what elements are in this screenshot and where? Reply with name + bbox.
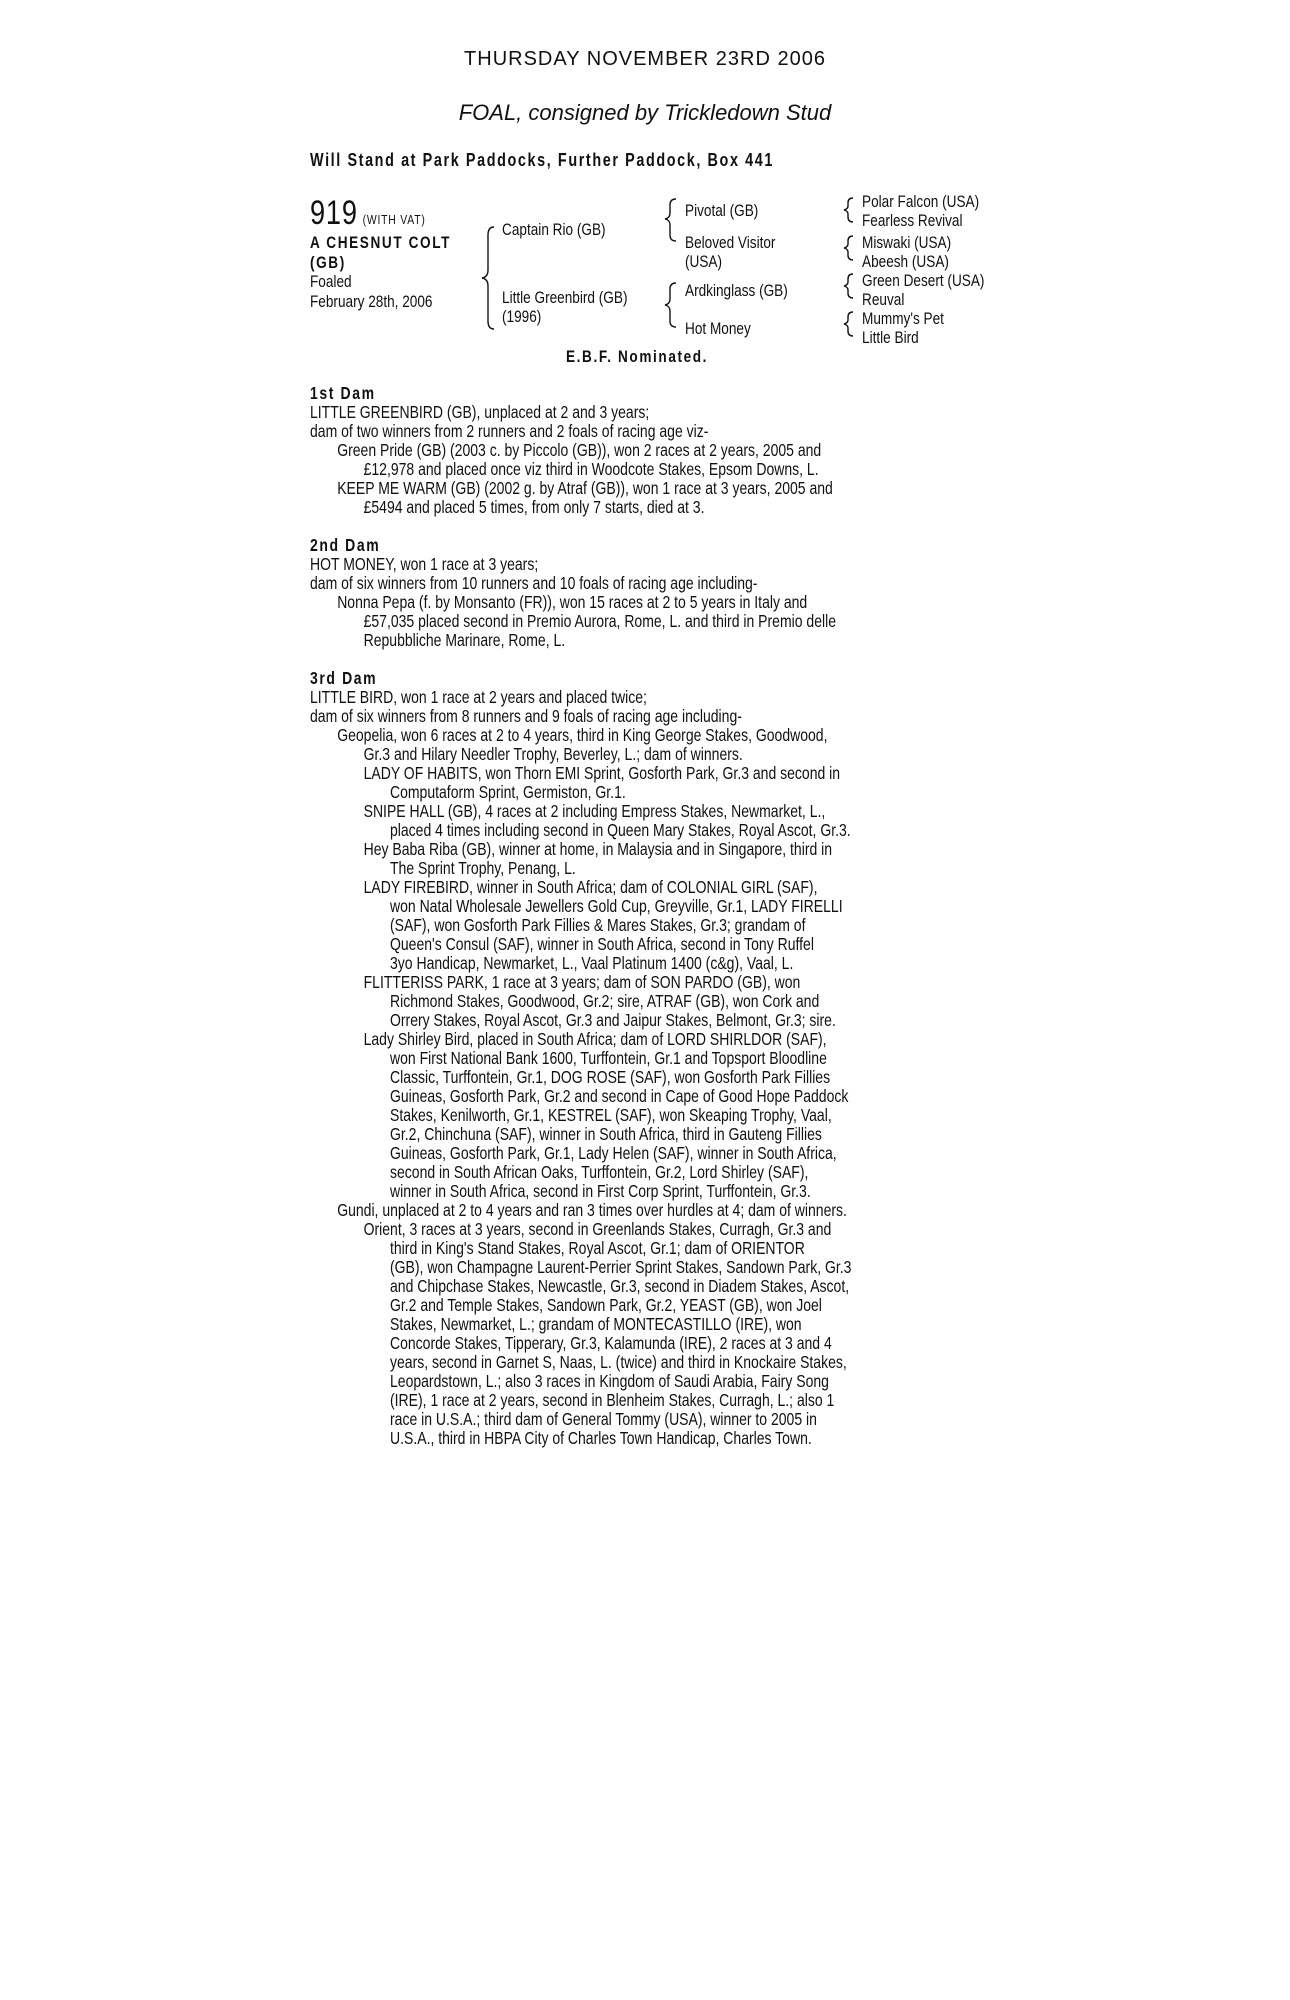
text-line: Gr.2 and Temple Stakes, Sandown Park, Gr.2, YEAST (GB), won Joel <box>390 1295 822 1315</box>
text-line: £12,978 and placed once viz third in Woodcote Stakes, Epsom Downs, L. <box>363 459 819 479</box>
text-line: Classic, Turffontein, Gr.1, DOG ROSE (SAF), won Gosforth Park Fillies <box>390 1067 831 1087</box>
text-line: Richmond Stakes, Goodwood, Gr.2; sire, ATRAF (GB), won Cork and <box>390 991 820 1011</box>
sale-date: THURSDAY NOVEMBER 23RD 2006 <box>464 48 826 70</box>
lot-number <box>310 194 426 233</box>
text-line: (SAF), won Gosforth Park Fillies & Mares Stakes, Gr.3; grandam of <box>390 915 806 935</box>
pedigree-gen3-6: Reuval <box>862 290 905 309</box>
text-line: Geopelia, won 6 races at 2 to 4 years, third in King George Stakes, Goodwood, <box>337 725 828 745</box>
second-dam-heading: 2nd Dam <box>310 535 381 555</box>
catalogue-text <box>310 384 1110 1448</box>
text-line: Gr.2, Chinchuna (SAF), winner in South Africa, third in Gauteng Fillies <box>390 1124 822 1144</box>
pedigree-dam-year: (1996) <box>502 307 542 326</box>
text-line: Lady Shirley Bird, placed in South Africa; dam of LORD SHIRLDOR (SAF), <box>363 1029 827 1049</box>
pedigree-gen3-3: Miswaki (USA) <box>862 233 952 252</box>
text-line: LITTLE BIRD, won 1 race at 2 years and placed twice; <box>310 687 647 707</box>
text-line: Hey Baba Riba (GB), winner at home, in Malaysia and in Singapore, third in <box>363 839 833 859</box>
text-line: Orrery Stakes, Royal Ascot, Gr.3 and Jaipur Stakes, Belmont, Gr.3; sire. <box>390 1010 836 1030</box>
pedigree-sire-dam-country: (USA) <box>685 252 723 271</box>
consignment-line: FOAL, consigned by Trickledown Stud <box>458 100 832 125</box>
text-line: £5494 and placed 5 times, from only 7 starts, died at 3. <box>363 497 705 517</box>
text-line: Guineas, Gosforth Park, Gr.2 and second in Cape of Good Hope Paddock <box>390 1086 849 1106</box>
foaled-label: Foaled <box>310 272 352 291</box>
pedigree-gen3-1: Polar Falcon (USA) <box>862 192 980 211</box>
pedigree-gen3-8: Little Bird <box>862 328 919 347</box>
pedigree-sire-dam <box>685 233 775 271</box>
text-line: KEEP ME WARM (GB) (2002 g. by Atraf (GB)), won 1 race at 3 years, 2005 and <box>337 478 833 498</box>
pedigree-dam-dam: Hot Money <box>685 319 751 338</box>
pedigree-sire: Captain Rio (GB) <box>502 220 606 239</box>
text-line: winner in South Africa, second in First Corp Sprint, Turffontein, Gr.3. <box>390 1181 811 1201</box>
text-line: Repubbliche Marinare, Rome, L. <box>363 630 566 650</box>
text-line: dam of two winners from 2 runners and 2 foals of racing age viz- <box>310 421 709 441</box>
text-line: FLITTERISS PARK, 1 race at 3 years; dam of SON PARDO (GB), won <box>363 972 801 992</box>
lot-description <box>310 233 451 273</box>
text-line: Guineas, Gosforth Park, Gr.1, Lady Helen (SAF), winner in South Africa, <box>390 1143 837 1163</box>
pedigree-gen3-2: Fearless Revival <box>862 211 963 230</box>
text-line: £57,035 placed second in Premio Aurora, Rome, L. and third in Premio delle <box>363 611 836 631</box>
ebf-nominated: E.B.F. Nominated. <box>566 347 709 366</box>
text-line: LADY FIREBIRD, winner in South Africa; dam of COLONIAL GIRL (SAF), <box>363 877 818 897</box>
text-line: won First National Bank 1600, Turffontein, Gr.1 and Topsport Bloodline <box>390 1048 827 1068</box>
text-line: LITTLE GREENBIRD (GB), unplaced at 2 and 3 years; <box>310 402 650 422</box>
text-line: placed 4 times including second in Queen Mary Stakes, Royal Ascot, Gr.3. <box>390 820 851 840</box>
text-line: Green Pride (GB) (2003 c. by Piccolo (GB)), won 2 races at 2 years, 2005 and <box>337 440 822 460</box>
text-line: third in King's Stand Stakes, Royal Ascot, Gr.1; dam of ORIENTOR <box>390 1238 805 1258</box>
pedigree-sire-sire: Pivotal (GB) <box>685 201 759 220</box>
pedigree-gen3-5: Green Desert (USA) <box>862 271 985 290</box>
text-line: Leopardstown, L.; also 3 races in Kingdom of Saudi Arabia, Fairy Song <box>390 1371 829 1391</box>
text-line: and Chipchase Stakes, Newcastle, Gr.3, second in Diadem Stakes, Ascot, <box>390 1276 850 1296</box>
pedigree-dam <box>502 288 627 326</box>
text-line: The Sprint Trophy, Penang, L. <box>390 858 576 878</box>
pedigree-dam-sire: Ardkinglass (GB) <box>685 281 788 300</box>
lot-number-value: 919 <box>310 194 358 232</box>
text-line: Orient, 3 races at 3 years, second in Greenlands Stakes, Curragh, Gr.3 and <box>363 1219 832 1239</box>
vat-note: (WITH VAT) <box>362 212 426 227</box>
pedigree-gen3-7: Mummy's Pet <box>862 309 944 328</box>
text-line: HOT MONEY, won 1 race at 3 years; <box>310 554 539 574</box>
pedigree-gen3-4: Abeesh (USA) <box>862 252 949 271</box>
text-line: Computaform Sprint, Germiston, Gr.1. <box>390 782 626 802</box>
text-line: won Natal Wholesale Jewellers Gold Cup, Greyville, Gr.1, LADY FIRELLI <box>390 896 843 916</box>
text-line: Concorde Stakes, Tipperary, Gr.3, Kalamunda (IRE), 2 races at 3 and 4 <box>390 1333 832 1353</box>
text-line: U.S.A., third in HBPA City of Charles Town Handicap, Charles Town. <box>390 1428 812 1448</box>
text-line: dam of six winners from 8 runners and 9 foals of racing age including- <box>310 706 742 726</box>
text-line: Nonna Pepa (f. by Monsanto (FR)), won 15 races at 2 to 5 years in Italy and <box>337 592 808 612</box>
lot-description-line2: (GB) <box>310 253 346 272</box>
text-line: years, second in Garnet S, Naas, L. (twice) and third in Knockaire Stakes, <box>390 1352 847 1372</box>
text-line: Stakes, Kenilworth, Gr.1, KESTREL (SAF), won Skeaping Trophy, Vaal, <box>390 1105 832 1125</box>
pedigree-sire-dam-name: Beloved Visitor <box>685 233 776 252</box>
text-line: Gr.3 and Hilary Needler Trophy, Beverley, L.; dam of winners. <box>363 744 743 764</box>
text-line: Queen's Consul (SAF), winner in South Africa, second in Tony Ruffel <box>390 934 814 954</box>
text-line: SNIPE HALL (GB), 4 races at 2 including Empress Stakes, Newmarket, L., <box>363 801 826 821</box>
text-line: LADY OF HABITS, won Thorn EMI Sprint, Gosforth Park, Gr.3 and second in <box>363 763 841 783</box>
text-line: race in U.S.A.; third dam of General Tommy (USA), winner to 2005 in <box>390 1409 817 1429</box>
text-line: (IRE), 1 race at 2 years, second in Blenheim Stakes, Curragh, L.; also 1 <box>390 1390 835 1410</box>
foaled-info <box>310 272 432 312</box>
text-line: Gundi, unplaced at 2 to 4 years and ran 3 times over hurdles at 4; dam of winners. <box>337 1200 847 1220</box>
foaled-date: February 28th, 2006 <box>310 292 433 311</box>
text-line: (GB), won Champagne Laurent-Perrier Sprint Stakes, Sandown Park, Gr.3 <box>390 1257 852 1277</box>
third-dam-heading: 3rd Dam <box>310 668 378 688</box>
stabling-location: Will Stand at Park Paddocks, Further Paddock, Box 441 <box>310 150 774 170</box>
text-line: second in South African Oaks, Turffontein, Gr.2, Lord Shirley (SAF), <box>390 1162 809 1182</box>
pedigree-dam-name: Little Greenbird (GB) <box>502 288 628 307</box>
text-line: 3yo Handicap, Newmarket, L., Vaal Platinum 1400 (c&g), Vaal, L. <box>390 953 794 973</box>
text-line: Stakes, Newmarket, L.; grandam of MONTECASTILLO (IRE), won <box>390 1314 802 1334</box>
lot-description-line1: A CHESNUT COLT <box>310 233 452 252</box>
text-line: dam of six winners from 10 runners and 10 foals of racing age including- <box>310 573 758 593</box>
first-dam-heading: 1st Dam <box>310 383 376 403</box>
